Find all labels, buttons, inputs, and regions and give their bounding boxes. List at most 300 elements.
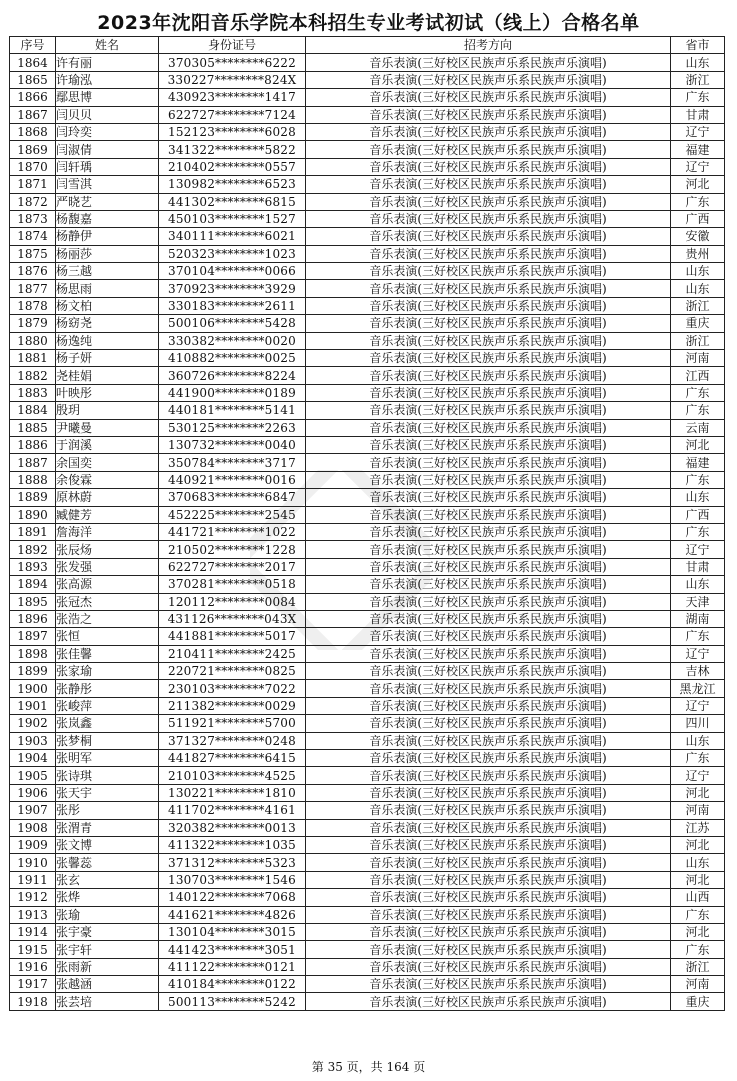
major-direction: 音乐表演(三好校区民族声乐系民族声乐演唱)	[306, 802, 671, 819]
table-row	[10, 576, 725, 593]
major-direction: 音乐表演(三好校区民族声乐系民族声乐演唱)	[306, 732, 671, 749]
row-number: 1908	[10, 819, 56, 836]
province: 重庆	[671, 315, 725, 332]
id-number: 130982********6523	[159, 176, 306, 193]
table-row	[10, 193, 725, 210]
student-name: 鄢思博	[56, 89, 159, 106]
student-name: 张冠杰	[56, 593, 159, 610]
student-name: 张家瑜	[56, 663, 159, 680]
table-row	[10, 715, 725, 732]
major-direction: 音乐表演(三好校区民族声乐系民族声乐演唱)	[306, 245, 671, 262]
major-direction: 音乐表演(三好校区民族声乐系民族声乐演唱)	[306, 315, 671, 332]
table-row	[10, 141, 725, 158]
table-header	[10, 37, 725, 54]
id-number: 411322********1035	[159, 836, 306, 853]
province: 河北	[671, 436, 725, 453]
major-direction: 音乐表演(三好校区民族声乐系民族声乐演唱)	[306, 715, 671, 732]
student-name: 张峻萍	[56, 697, 159, 714]
province: 广东	[671, 193, 725, 210]
row-number: 1896	[10, 610, 56, 627]
table-row	[10, 454, 725, 471]
row-number: 1879	[10, 315, 56, 332]
major-direction: 音乐表演(三好校区民族声乐系民族声乐演唱)	[306, 941, 671, 958]
table-row	[10, 350, 725, 367]
major-direction: 音乐表演(三好校区民族声乐系民族声乐演唱)	[306, 784, 671, 801]
province: 安徽	[671, 228, 725, 245]
major-direction: 音乐表演(三好校区民族声乐系民族声乐演唱)	[306, 506, 671, 523]
row-number: 1868	[10, 123, 56, 140]
major-direction: 音乐表演(三好校区民族声乐系民族声乐演唱)	[306, 158, 671, 175]
major-direction: 音乐表演(三好校区民族声乐系民族声乐演唱)	[306, 193, 671, 210]
student-name: 殷玥	[56, 402, 159, 419]
row-number: 1874	[10, 228, 56, 245]
student-name: 余国奕	[56, 454, 159, 471]
table-row	[10, 489, 725, 506]
id-number: 350784********3717	[159, 454, 306, 471]
major-direction: 音乐表演(三好校区民族声乐系民族声乐演唱)	[306, 454, 671, 471]
province: 河南	[671, 976, 725, 993]
major-direction: 音乐表演(三好校区民族声乐系民族声乐演唱)	[306, 367, 671, 384]
table-row	[10, 802, 725, 819]
province: 广东	[671, 628, 725, 645]
student-name: 詹海洋	[56, 523, 159, 540]
province: 福建	[671, 141, 725, 158]
major-direction: 音乐表演(三好校区民族声乐系民族声乐演唱)	[306, 489, 671, 506]
province: 辽宁	[671, 767, 725, 784]
major-direction: 音乐表演(三好校区民族声乐系民族声乐演唱)	[306, 680, 671, 697]
student-name: 闫轩瑀	[56, 158, 159, 175]
id-number: 500113********5242	[159, 993, 306, 1010]
row-number: 1882	[10, 367, 56, 384]
row-number: 1877	[10, 280, 56, 297]
table-row	[10, 228, 725, 245]
student-name: 张越涵	[56, 976, 159, 993]
province: 浙江	[671, 958, 725, 975]
row-number: 1901	[10, 697, 56, 714]
province: 广西	[671, 210, 725, 227]
row-number: 1897	[10, 628, 56, 645]
header-id: 身份证号	[159, 37, 306, 54]
table-row	[10, 471, 725, 488]
page-title: 2023年沈阳音乐学院本科招生专业考试初试（线上）合格名单	[97, 12, 640, 34]
id-number: 450103********1527	[159, 210, 306, 227]
table-row	[10, 784, 725, 801]
major-direction: 音乐表演(三好校区民族声乐系民族声乐演唱)	[306, 332, 671, 349]
major-direction: 音乐表演(三好校区民族声乐系民族声乐演唱)	[306, 384, 671, 401]
table-row	[10, 993, 725, 1010]
table-row	[10, 332, 725, 349]
student-name: 张辰炀	[56, 541, 159, 558]
id-number: 441827********6415	[159, 750, 306, 767]
table-row	[10, 958, 725, 975]
major-direction: 音乐表演(三好校区民族声乐系民族声乐演唱)	[306, 402, 671, 419]
major-direction: 音乐表演(三好校区民族声乐系民族声乐演唱)	[306, 576, 671, 593]
province: 山东	[671, 54, 725, 71]
table-row	[10, 315, 725, 332]
table-row	[10, 628, 725, 645]
major-direction: 音乐表演(三好校区民族声乐系民族声乐演唱)	[306, 819, 671, 836]
major-direction: 音乐表演(三好校区民族声乐系民族声乐演唱)	[306, 558, 671, 575]
province: 四川	[671, 715, 725, 732]
major-direction: 音乐表演(三好校区民族声乐系民族声乐演唱)	[306, 836, 671, 853]
id-number: 370104********0066	[159, 263, 306, 280]
row-number: 1894	[10, 576, 56, 593]
row-number: 1893	[10, 558, 56, 575]
row-number: 1871	[10, 176, 56, 193]
student-name: 张浩之	[56, 610, 159, 627]
student-name: 杨馥嘉	[56, 210, 159, 227]
major-direction: 音乐表演(三好校区民族声乐系民族声乐演唱)	[306, 628, 671, 645]
student-name: 张明军	[56, 750, 159, 767]
row-number: 1898	[10, 645, 56, 662]
major-direction: 音乐表演(三好校区民族声乐系民族声乐演唱)	[306, 141, 671, 158]
student-name: 张恒	[56, 628, 159, 645]
table-row	[10, 923, 725, 940]
major-direction: 音乐表演(三好校区民族声乐系民族声乐演唱)	[306, 976, 671, 993]
id-number: 210411********2425	[159, 645, 306, 662]
major-direction: 音乐表演(三好校区民族声乐系民族声乐演唱)	[306, 123, 671, 140]
row-number: 1883	[10, 384, 56, 401]
id-number: 411702********4161	[159, 802, 306, 819]
student-name: 张玄	[56, 871, 159, 888]
province: 江西	[671, 367, 725, 384]
row-number: 1903	[10, 732, 56, 749]
major-direction: 音乐表演(三好校区民族声乐系民族声乐演唱)	[306, 889, 671, 906]
province: 广西	[671, 506, 725, 523]
row-number: 1891	[10, 523, 56, 540]
table-row	[10, 732, 725, 749]
major-direction: 音乐表演(三好校区民族声乐系民族声乐演唱)	[306, 767, 671, 784]
id-number: 370281********0518	[159, 576, 306, 593]
major-direction: 音乐表演(三好校区民族声乐系民族声乐演唱)	[306, 263, 671, 280]
province: 河北	[671, 836, 725, 853]
student-name: 尧桂娟	[56, 367, 159, 384]
major-direction: 音乐表演(三好校区民族声乐系民族声乐演唱)	[306, 280, 671, 297]
row-number: 1912	[10, 889, 56, 906]
id-number: 441900********0189	[159, 384, 306, 401]
row-number: 1866	[10, 89, 56, 106]
table-row	[10, 158, 725, 175]
row-number: 1913	[10, 906, 56, 923]
major-direction: 音乐表演(三好校区民族声乐系民族声乐演唱)	[306, 523, 671, 540]
province: 广东	[671, 906, 725, 923]
province: 山东	[671, 489, 725, 506]
major-direction: 音乐表演(三好校区民族声乐系民族声乐演唱)	[306, 541, 671, 558]
id-number: 120112********0084	[159, 593, 306, 610]
page-footer: 第 35 页，共 164 页	[311, 1060, 426, 1074]
major-direction: 音乐表演(三好校区民族声乐系民族声乐演唱)	[306, 297, 671, 314]
province: 辽宁	[671, 541, 725, 558]
table-row	[10, 541, 725, 558]
id-number: 441621********4826	[159, 906, 306, 923]
row-number: 1872	[10, 193, 56, 210]
row-number: 1914	[10, 923, 56, 940]
table-row	[10, 402, 725, 419]
student-name: 闫雪淇	[56, 176, 159, 193]
student-name: 杨窈尧	[56, 315, 159, 332]
row-number: 1911	[10, 871, 56, 888]
student-name: 张梦桐	[56, 732, 159, 749]
major-direction: 音乐表演(三好校区民族声乐系民族声乐演唱)	[306, 750, 671, 767]
major-direction: 音乐表演(三好校区民族声乐系民族声乐演唱)	[306, 906, 671, 923]
table-row	[10, 297, 725, 314]
id-number: 210103********4525	[159, 767, 306, 784]
student-name: 于润溪	[56, 436, 159, 453]
row-number: 1895	[10, 593, 56, 610]
province: 江苏	[671, 819, 725, 836]
table-row	[10, 750, 725, 767]
province: 浙江	[671, 332, 725, 349]
row-number: 1865	[10, 71, 56, 88]
id-number: 500106********5428	[159, 315, 306, 332]
major-direction: 音乐表演(三好校区民族声乐系民族声乐演唱)	[306, 697, 671, 714]
row-number: 1870	[10, 158, 56, 175]
province: 浙江	[671, 71, 725, 88]
table-row	[10, 263, 725, 280]
province: 山东	[671, 263, 725, 280]
province: 河南	[671, 350, 725, 367]
table-row	[10, 367, 725, 384]
province: 山东	[671, 854, 725, 871]
student-name: 闫淑倩	[56, 141, 159, 158]
major-direction: 音乐表演(三好校区民族声乐系民族声乐演唱)	[306, 71, 671, 88]
id-number: 360726********8224	[159, 367, 306, 384]
table-row	[10, 871, 725, 888]
major-direction: 音乐表演(三好校区民族声乐系民族声乐演唱)	[306, 436, 671, 453]
table-row	[10, 71, 725, 88]
table-row	[10, 610, 725, 627]
province: 广东	[671, 750, 725, 767]
student-name: 叶映彤	[56, 384, 159, 401]
province: 辽宁	[671, 697, 725, 714]
id-number: 511921********5700	[159, 715, 306, 732]
row-number: 1909	[10, 836, 56, 853]
major-direction: 音乐表演(三好校区民族声乐系民族声乐演唱)	[306, 993, 671, 1010]
row-number: 1915	[10, 941, 56, 958]
table-row	[10, 680, 725, 697]
row-number: 1886	[10, 436, 56, 453]
table-row	[10, 506, 725, 523]
row-number: 1875	[10, 245, 56, 262]
id-number: 622727********7124	[159, 106, 306, 123]
table-row	[10, 280, 725, 297]
student-name: 张渭青	[56, 819, 159, 836]
row-number: 1910	[10, 854, 56, 871]
id-number: 431126********043X	[159, 610, 306, 627]
id-number: 410184********0122	[159, 976, 306, 993]
id-number: 440921********0016	[159, 471, 306, 488]
province: 山东	[671, 576, 725, 593]
id-number: 330183********2611	[159, 297, 306, 314]
major-direction: 音乐表演(三好校区民族声乐系民族声乐演唱)	[306, 471, 671, 488]
student-name: 张宇豪	[56, 923, 159, 940]
major-direction: 音乐表演(三好校区民族声乐系民族声乐演唱)	[306, 593, 671, 610]
id-number: 452225********2545	[159, 506, 306, 523]
table-row	[10, 523, 725, 540]
major-direction: 音乐表演(三好校区民族声乐系民族声乐演唱)	[306, 89, 671, 106]
id-number: 622727********2017	[159, 558, 306, 575]
id-number: 370305********6222	[159, 54, 306, 71]
province: 广东	[671, 402, 725, 419]
row-number: 1892	[10, 541, 56, 558]
student-name: 臧健芳	[56, 506, 159, 523]
province: 辽宁	[671, 158, 725, 175]
row-number: 1899	[10, 663, 56, 680]
major-direction: 音乐表演(三好校区民族声乐系民族声乐演唱)	[306, 610, 671, 627]
major-direction: 音乐表演(三好校区民族声乐系民族声乐演唱)	[306, 106, 671, 123]
table-row	[10, 245, 725, 262]
id-number: 441881********5017	[159, 628, 306, 645]
table-row	[10, 593, 725, 610]
id-number: 520323********1023	[159, 245, 306, 262]
id-number: 210502********1228	[159, 541, 306, 558]
id-number: 410882********0025	[159, 350, 306, 367]
id-number: 371312********5323	[159, 854, 306, 871]
table-row	[10, 976, 725, 993]
student-name: 张芸培	[56, 993, 159, 1010]
province: 山东	[671, 280, 725, 297]
province: 天津	[671, 593, 725, 610]
id-number: 371327********0248	[159, 732, 306, 749]
student-name: 杨文柏	[56, 297, 159, 314]
table-row	[10, 210, 725, 227]
id-number: 230103********7022	[159, 680, 306, 697]
id-number: 411122********0121	[159, 958, 306, 975]
student-name: 张静彤	[56, 680, 159, 697]
id-number: 320382********0013	[159, 819, 306, 836]
province: 福建	[671, 454, 725, 471]
roster-table	[9, 36, 725, 1011]
table-row	[10, 767, 725, 784]
province: 河北	[671, 871, 725, 888]
table-row	[10, 106, 725, 123]
header-no: 序号	[10, 37, 56, 54]
id-number: 220721********0825	[159, 663, 306, 680]
province: 河北	[671, 923, 725, 940]
student-name: 杨子妍	[56, 350, 159, 367]
province: 浙江	[671, 297, 725, 314]
row-number: 1881	[10, 350, 56, 367]
id-number: 530125********2263	[159, 419, 306, 436]
province: 广东	[671, 941, 725, 958]
id-number: 441423********3051	[159, 941, 306, 958]
row-number: 1869	[10, 141, 56, 158]
table-row	[10, 854, 725, 871]
student-name: 杨丽莎	[56, 245, 159, 262]
table-row	[10, 54, 725, 71]
id-number: 130104********3015	[159, 923, 306, 940]
major-direction: 音乐表演(三好校区民族声乐系民族声乐演唱)	[306, 923, 671, 940]
id-number: 440181********5141	[159, 402, 306, 419]
province: 河北	[671, 176, 725, 193]
row-number: 1904	[10, 750, 56, 767]
row-number: 1864	[10, 54, 56, 71]
table-row	[10, 436, 725, 453]
student-name: 张天宇	[56, 784, 159, 801]
header-province: 省市	[671, 37, 725, 54]
major-direction: 音乐表演(三好校区民族声乐系民族声乐演唱)	[306, 854, 671, 871]
province: 山东	[671, 732, 725, 749]
province: 湖南	[671, 610, 725, 627]
province: 吉林	[671, 663, 725, 680]
table-row	[10, 419, 725, 436]
table-row	[10, 889, 725, 906]
student-name: 杨静伊	[56, 228, 159, 245]
row-number: 1917	[10, 976, 56, 993]
id-number: 370683********6847	[159, 489, 306, 506]
student-name: 张宇轩	[56, 941, 159, 958]
id-number: 340111********6021	[159, 228, 306, 245]
province: 辽宁	[671, 645, 725, 662]
student-name: 张岚鑫	[56, 715, 159, 732]
student-name: 张彤	[56, 802, 159, 819]
table-row	[10, 176, 725, 193]
province: 广东	[671, 384, 725, 401]
table-row	[10, 123, 725, 140]
id-number: 441721********1022	[159, 523, 306, 540]
header-name: 姓名	[56, 37, 159, 54]
id-number: 341322********5822	[159, 141, 306, 158]
major-direction: 音乐表演(三好校区民族声乐系民族声乐演唱)	[306, 663, 671, 680]
province: 广东	[671, 89, 725, 106]
table-row	[10, 697, 725, 714]
id-number: 430923********1417	[159, 89, 306, 106]
major-direction: 音乐表演(三好校区民族声乐系民族声乐演唱)	[306, 210, 671, 227]
major-direction: 音乐表演(三好校区民族声乐系民族声乐演唱)	[306, 54, 671, 71]
id-number: 140122********7068	[159, 889, 306, 906]
table-row	[10, 906, 725, 923]
student-name: 张馨蕊	[56, 854, 159, 871]
student-name: 张雨新	[56, 958, 159, 975]
student-name: 杨逸纯	[56, 332, 159, 349]
major-direction: 音乐表演(三好校区民族声乐系民族声乐演唱)	[306, 350, 671, 367]
province: 广东	[671, 471, 725, 488]
id-number: 130221********1810	[159, 784, 306, 801]
province: 贵州	[671, 245, 725, 262]
student-name: 余俊霖	[56, 471, 159, 488]
row-number: 1918	[10, 993, 56, 1010]
id-number: 210402********0557	[159, 158, 306, 175]
student-name: 闫贝贝	[56, 106, 159, 123]
row-number: 1905	[10, 767, 56, 784]
student-name: 张烨	[56, 889, 159, 906]
row-number: 1907	[10, 802, 56, 819]
student-name: 许瑜泓	[56, 71, 159, 88]
province: 山西	[671, 889, 725, 906]
major-direction: 音乐表演(三好校区民族声乐系民族声乐演唱)	[306, 645, 671, 662]
student-name: 尹曦曼	[56, 419, 159, 436]
row-number: 1887	[10, 454, 56, 471]
row-number: 1889	[10, 489, 56, 506]
student-name: 张诗琪	[56, 767, 159, 784]
row-number: 1873	[10, 210, 56, 227]
student-name: 严晓艺	[56, 193, 159, 210]
row-number: 1888	[10, 471, 56, 488]
header-major: 招考方向	[306, 37, 671, 54]
row-number: 1884	[10, 402, 56, 419]
major-direction: 音乐表演(三好校区民族声乐系民族声乐演唱)	[306, 419, 671, 436]
province: 云南	[671, 419, 725, 436]
row-number: 1878	[10, 297, 56, 314]
major-direction: 音乐表演(三好校区民族声乐系民族声乐演唱)	[306, 958, 671, 975]
table-row	[10, 836, 725, 853]
province: 重庆	[671, 993, 725, 1010]
row-number: 1876	[10, 263, 56, 280]
row-number: 1906	[10, 784, 56, 801]
id-number: 330382********0020	[159, 332, 306, 349]
row-number: 1916	[10, 958, 56, 975]
table-body	[10, 54, 725, 1010]
